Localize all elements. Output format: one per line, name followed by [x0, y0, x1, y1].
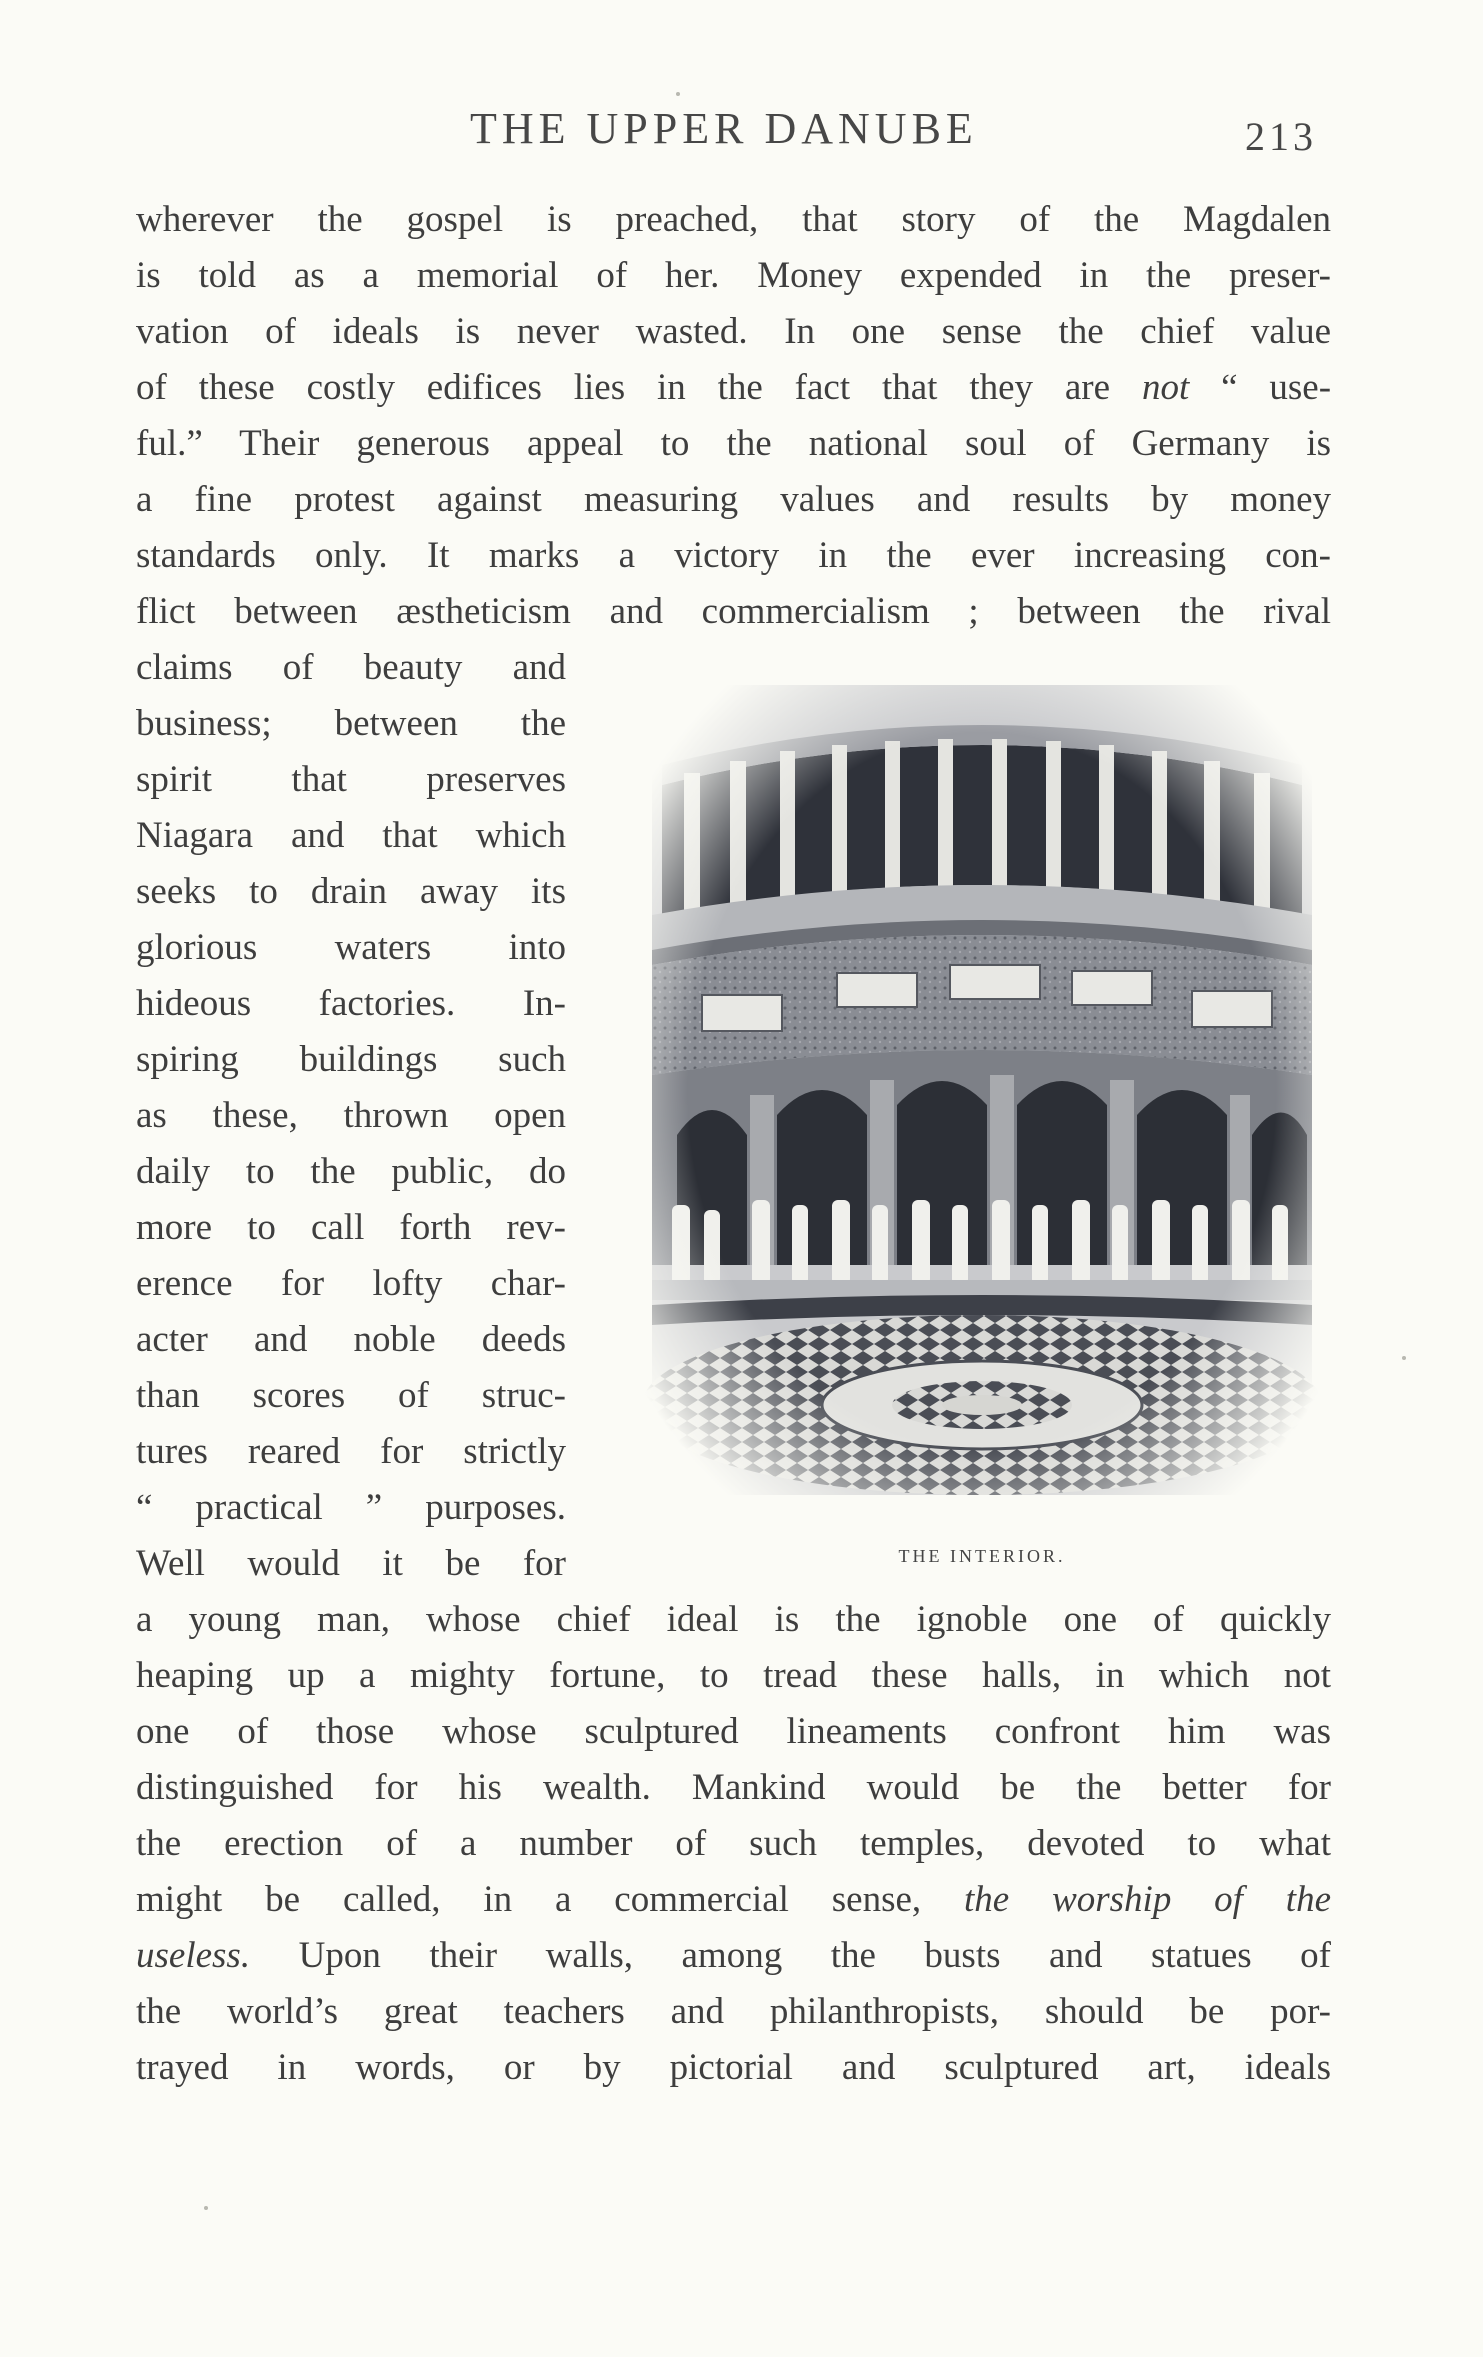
text-line [136, 1878, 1331, 1922]
text-line: glorious waters into [136, 927, 566, 968]
text-fragment: Upon their walls, among the busts and statues of [298, 1935, 1331, 1976]
page-number: 213 [1245, 114, 1317, 159]
print-speck [204, 2206, 208, 2210]
text-line: Niagara and that which [136, 815, 566, 856]
italic-fragment: not [1141, 367, 1190, 408]
text-line: more to call forth rev- [136, 1207, 566, 1248]
text-line: is told as a memorial of her. Money expended in the preser- [136, 255, 1331, 296]
text-fragment: of these costly edifices lies in the fact that they are [136, 367, 1111, 408]
text-fragment: “ use- [1221, 367, 1332, 408]
rotunda-engraving [632, 665, 1332, 1515]
text-line: than scores of struc- [136, 1375, 566, 1416]
text-fragment: might be called, in a commercial sense, [136, 1879, 922, 1920]
text-line: vation of ideals is never wasted. In one sense the chief value [136, 311, 1331, 352]
text-line: a fine protest against measuring values and results by money [136, 479, 1331, 520]
text-line: acter and noble deeds [136, 1319, 566, 1360]
interior-illustration [632, 665, 1332, 1515]
text-line: “ practical ” purposes. [136, 1487, 566, 1528]
text-line: claims of beauty and [136, 647, 566, 688]
text-line: one of those whose sculptured lineaments confront him was [136, 1711, 1331, 1752]
text-line: ful.” Their generous appeal to the national soul of Germany is [136, 423, 1331, 464]
text-line: the world’s great teachers and philanthropists, should be por- [136, 1991, 1331, 2032]
print-speck [676, 92, 680, 96]
text-line: erence for lofty char- [136, 1263, 566, 1304]
text-line: spirit that preserves [136, 759, 566, 800]
text-line: hideous factories. In- [136, 983, 566, 1024]
text-line: standards only. It marks a victory in the ever increasing con- [136, 535, 1331, 576]
text-line: Well would it be for [136, 1543, 566, 1584]
text-line: daily to the public, do [136, 1151, 566, 1192]
figure-caption: THE INTERIOR. [898, 1546, 1066, 1566]
text-line: as these, thrown open [136, 1095, 566, 1136]
print-speck [1402, 1356, 1406, 1360]
text-line [136, 366, 1331, 410]
text-line: the erection of a number of such temples, devoted to what [136, 1823, 1331, 1864]
text-line: spiring buildings such [136, 1039, 566, 1080]
text-line: distinguished for his wealth. Mankind would be the better for [136, 1767, 1331, 1808]
text-line: business; between the [136, 703, 566, 744]
text-line: flict between æstheticism and commercialism ; between the rival [136, 591, 1331, 632]
text-line: trayed in words, or by pictorial and sculptured art, ideals [136, 2047, 1331, 2088]
italic-fragment: the worship of the [964, 1879, 1331, 1920]
text-line: heaping up a mighty fortune, to tread these halls, in which not [136, 1655, 1331, 1696]
running-title: THE UPPER DANUBE [470, 104, 978, 153]
page-header [0, 103, 1483, 163]
italic-fragment: useless. [136, 1935, 251, 1976]
text-line: a young man, whose chief ideal is the ignoble one of quickly [136, 1599, 1331, 1640]
text-line: tures reared for strictly [136, 1431, 566, 1472]
text-line: seeks to drain away its [136, 871, 566, 912]
text-line: wherever the gospel is preached, that story of the Magdalen [136, 199, 1331, 240]
text-line [136, 1934, 1331, 1978]
